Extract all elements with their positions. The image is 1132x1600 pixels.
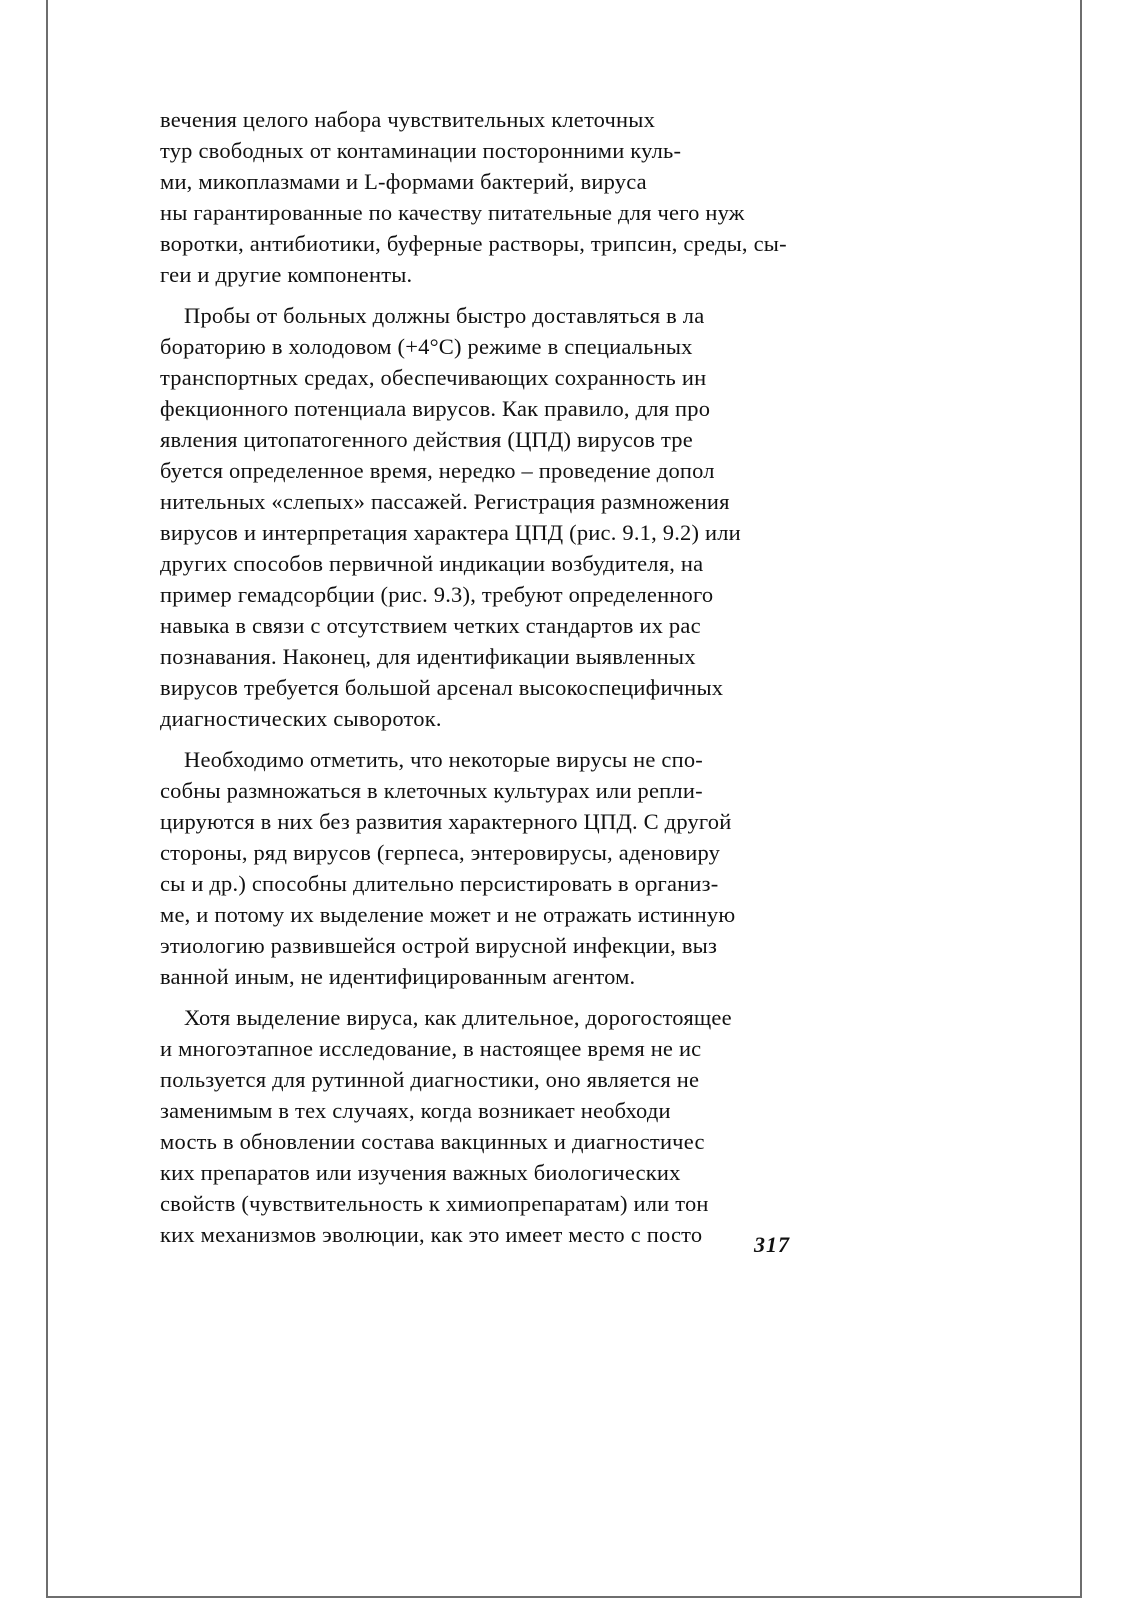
text-line: мость в обновлении состава вакцинных и диагностичес: [160, 1129, 705, 1154]
text-line: транспортных средах, обеспечивающих сохранность ин: [160, 365, 707, 390]
text-line: геи и другие компоненты.: [160, 262, 413, 287]
text-line: вечения целого набора чувствительных клеточных: [160, 107, 656, 132]
text-line: явления цитопатогенного действия (ЦПД) вирусов тре: [160, 427, 693, 452]
text-line: вирусов требуется большой арсенал высокоспецифичных: [160, 675, 724, 700]
text-line: свойств (чувствительность к химиопрепаратам) или тон: [160, 1191, 709, 1216]
text-line: фекционного потенциала вирусов. Как правило, для про: [160, 396, 711, 421]
body-text: [160, 104, 810, 1260]
text-line: этиологию развившейся острой вирусной инфекции, выз: [160, 933, 718, 958]
text-line: стороны, ряд вирусов (герпеса, энтеровирусы, аденовиру: [160, 840, 721, 865]
text-line: сы и др.) способны длительно персистировать в организ-: [160, 871, 719, 896]
text-line: бораторию в холодовом (+4°С) режиме в специальных: [160, 334, 693, 359]
text-line: вирусов и интерпретация характера ЦПД (рис. 9.1, 9.2) или: [160, 520, 741, 545]
text-line: ванной иным, не идентифицированным агентом.: [160, 964, 636, 989]
text-line: цируются в них без развития характерного ЦПД. С другой: [160, 809, 732, 834]
text-line: навыка в связи с отсутствием четких стандартов их рас: [160, 613, 701, 638]
text-line: ми, микоплазмами и L-формами бактерий, вируса: [160, 169, 647, 194]
text-line: и многоэтапное исследование, в настоящее время не ис: [160, 1036, 702, 1061]
text-line: пользуется для рутинной диагностики, оно является не: [160, 1067, 700, 1092]
text-line: познавания. Наконец, для идентификации выявленных: [160, 644, 696, 669]
text-line: воротки, антибиотики, буферные растворы, трипсин, среды, сы-: [160, 231, 787, 256]
text-line: других способов первичной индикации возбудителя, на: [160, 551, 704, 576]
paragraph-4: [160, 1002, 810, 1250]
text-line: ны гарантированные по качеству питательные для чего нуж: [160, 200, 745, 225]
text-line: Хотя выделение вируса, как длительное, дорогостоящее: [184, 1005, 732, 1030]
page-number: 317: [754, 1232, 790, 1257]
text-line: ких механизмов эволюции, как это имеет место с посто: [160, 1222, 703, 1247]
text-line: тур свободных от контаминации посторонними куль-: [160, 138, 682, 163]
text-line: диагностических сывороток.: [160, 706, 442, 731]
text-line: Пробы от больных должны быстро доставляться в ла: [184, 303, 705, 328]
text-line: нительных «слепых» пассажей. Регистрация размножения: [160, 489, 730, 514]
text-line: пример гемадсорбции (рис. 9.3), требуют определенного: [160, 582, 714, 607]
text-line: буется определенное время, нередко – проведение допол: [160, 458, 715, 483]
text-line: ких препаратов или изучения важных биологических: [160, 1160, 681, 1185]
text-line: Необходимо отметить, что некоторые вирусы не спо-: [184, 747, 703, 772]
text-line: собны размножаться в клеточных культурах или репли-: [160, 778, 703, 803]
paragraph-1: [160, 104, 810, 290]
paragraph-3: [160, 744, 810, 992]
paragraph-2: [160, 300, 810, 734]
text-line: заменимым в тех случаях, когда возникает необходи: [160, 1098, 671, 1123]
text-line: ме, и потому их выделение может и не отражать истинную: [160, 902, 736, 927]
